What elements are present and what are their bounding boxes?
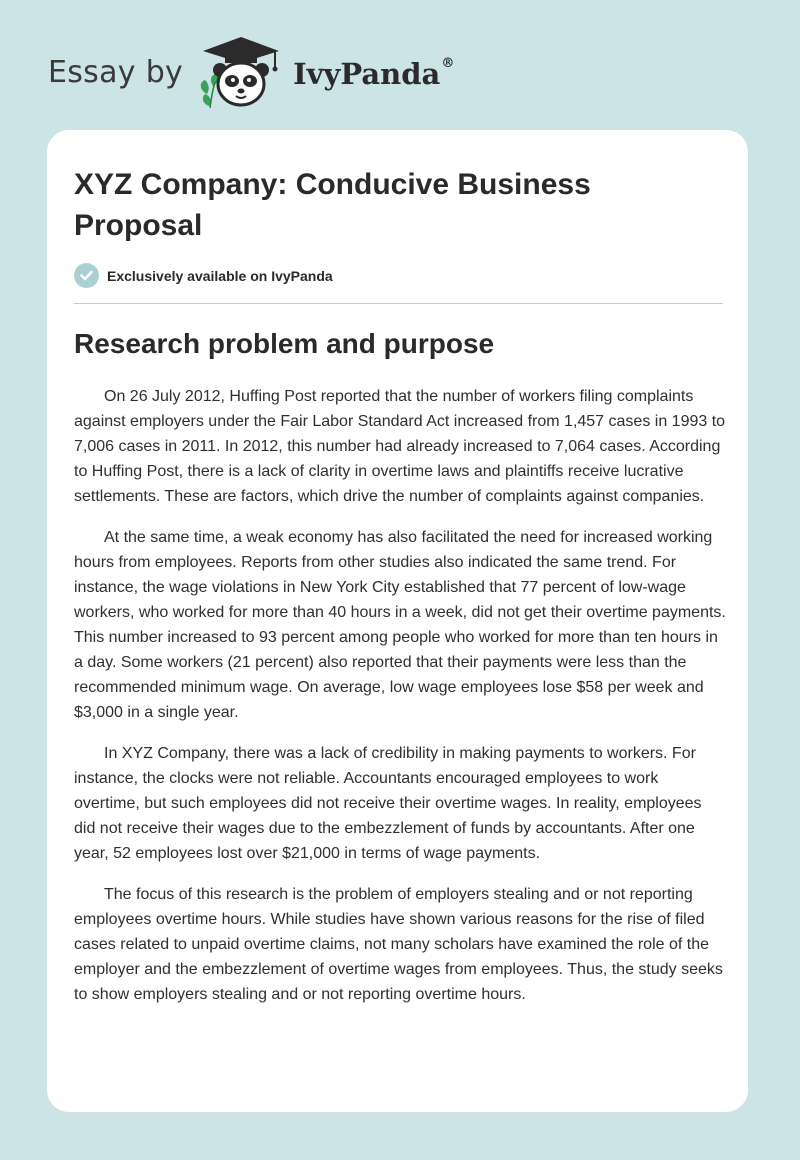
badge-label: Exclusively available on IvyPanda — [107, 267, 333, 284]
paragraph: On 26 July 2012, Huffing Post reported that the number of workers filing complaints against employers under the Fair Labor Standard Act increased from 1,457 cases in 1993 to 7,006 cases in 2011. In 2012, this number had already increased to 7,064 cases. According to Huffing Post, there is a lack of clarity in overtime laws and plaintiffs receive lucrative settlements. These are factors, which drive the number of complaints against companies. — [74, 388, 726, 505]
graduation-panda-icon — [195, 34, 287, 110]
checkmark-icon — [74, 263, 99, 288]
essay-body — [74, 384, 726, 1023]
paragraph: At the same time, a weak economy has also facilitated the need for increased working hours from employees. Reports from other studies also indicated the same trend. For instance, the wage violations in New York City established that 77 percent of low-wage workers, who worked for more than 40 hours in a week, did not get their overtime payments. This number increased to 93 percent among people who worked for more than ten hours in a day. Some workers (21 percent) also reported that their payments were less than the recommended minimum wage. On average, low wage employees lose $58 per week and $3,000 in a single year. — [74, 529, 726, 721]
exclusive-badge — [74, 263, 333, 288]
essay-card — [47, 130, 748, 1112]
paragraph: The focus of this research is the problem of employers stealing and or not reporting employees overtime hours. While studies have shown various reasons for the rise of filed cases related to unpaid overtime claims, not many scholars have examined the role of the employer and the embezzlement of overtime wages from employees. Thus, the study seeks to show employers stealing and or not reporting overtime hours. — [74, 886, 723, 1003]
brand-logo-text: IvyPanda® — [293, 56, 455, 91]
section-heading: Research problem and purpose — [74, 328, 495, 359]
divider — [74, 303, 723, 304]
paragraph: In XYZ Company, there was a lack of credibility in making payments to workers. For instance, the clocks were not reliable. Accountants encouraged employees to work overtime, but such employees did not receive their overtime wages. In reality, employees did not receive their wages due to the embezzlement of funds by accountants. After one year, 52 employees lost over $21,000 in terms of wage payments. — [74, 745, 702, 862]
site-header — [48, 34, 454, 110]
page-title: XYZ Company: Conducive Business Proposal — [74, 168, 591, 242]
essay-by-label: Essay by — [48, 54, 184, 90]
